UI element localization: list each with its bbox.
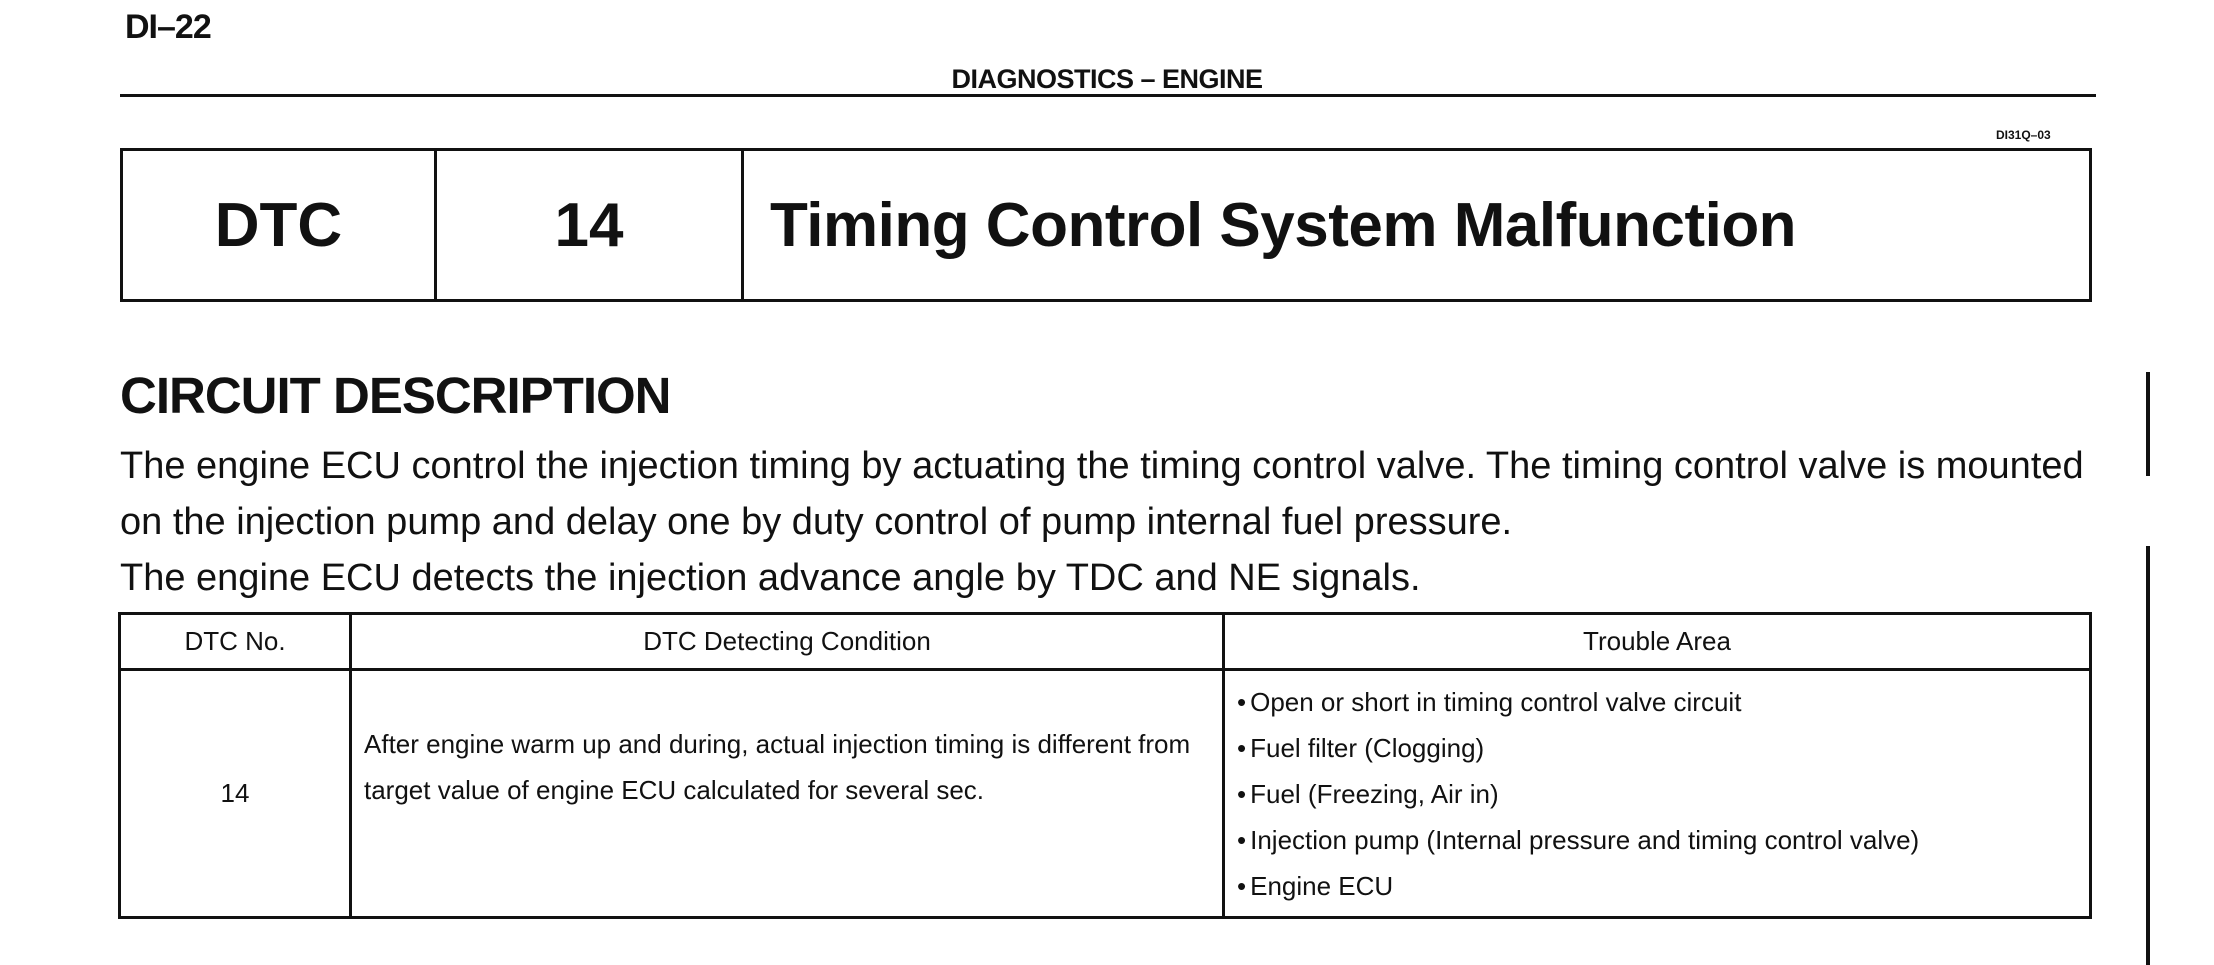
trouble-area-list [1237,679,2089,909]
dtc-table [118,612,2092,919]
trouble-area-item: • Fuel (Freezing, Air in) [1237,771,2089,817]
margin-binding-mark [2146,372,2150,476]
trouble-area-item: • Fuel filter (Clogging) [1237,725,2089,771]
table-cell-trouble-area [1225,671,2089,916]
circuit-description [120,438,2110,606]
table-header-dtc-no: DTC No. [121,615,352,671]
margin-binding-mark [2146,546,2150,965]
dtc-label: DTC [123,151,437,299]
table-header-detecting-condition: DTC Detecting Condition [352,615,1225,671]
header-rule [120,94,2096,97]
dtc-title-box [120,148,2092,302]
dtc-code: 14 [437,151,744,299]
section-header-title: DIAGNOSTICS – ENGINE [951,64,1263,94]
trouble-area-item: • Injection pump (Internal pressure and timing control valve) [1237,817,2089,863]
table-header-trouble-area: Trouble Area [1225,615,2089,671]
trouble-area-item: • Open or short in timing control valve circuit [1237,679,2089,725]
page-id: DI–22 [125,8,211,46]
table-cell-dtc-no: 14 [121,671,352,916]
document-code: DI31Q–03 [1996,128,2051,142]
description-paragraph: The engine ECU control the injection timing by actuating the timing control valve. The timing control valve is mounted on the injection pump and delay one by duty control of pump internal fuel pressure. [120,445,2084,543]
dtc-title: Timing Control System Malfunction [770,190,1797,260]
circuit-description-heading: CIRCUIT DESCRIPTION [120,367,671,424]
table-cell-detecting-condition: After engine warm up and during, actual injection timing is different from target value of engine ECU calculated for several sec. [352,671,1225,916]
description-paragraph: The engine ECU detects the injection advance angle by TDC and NE signals. [120,557,1421,599]
trouble-area-item: • Engine ECU [1237,863,2089,909]
